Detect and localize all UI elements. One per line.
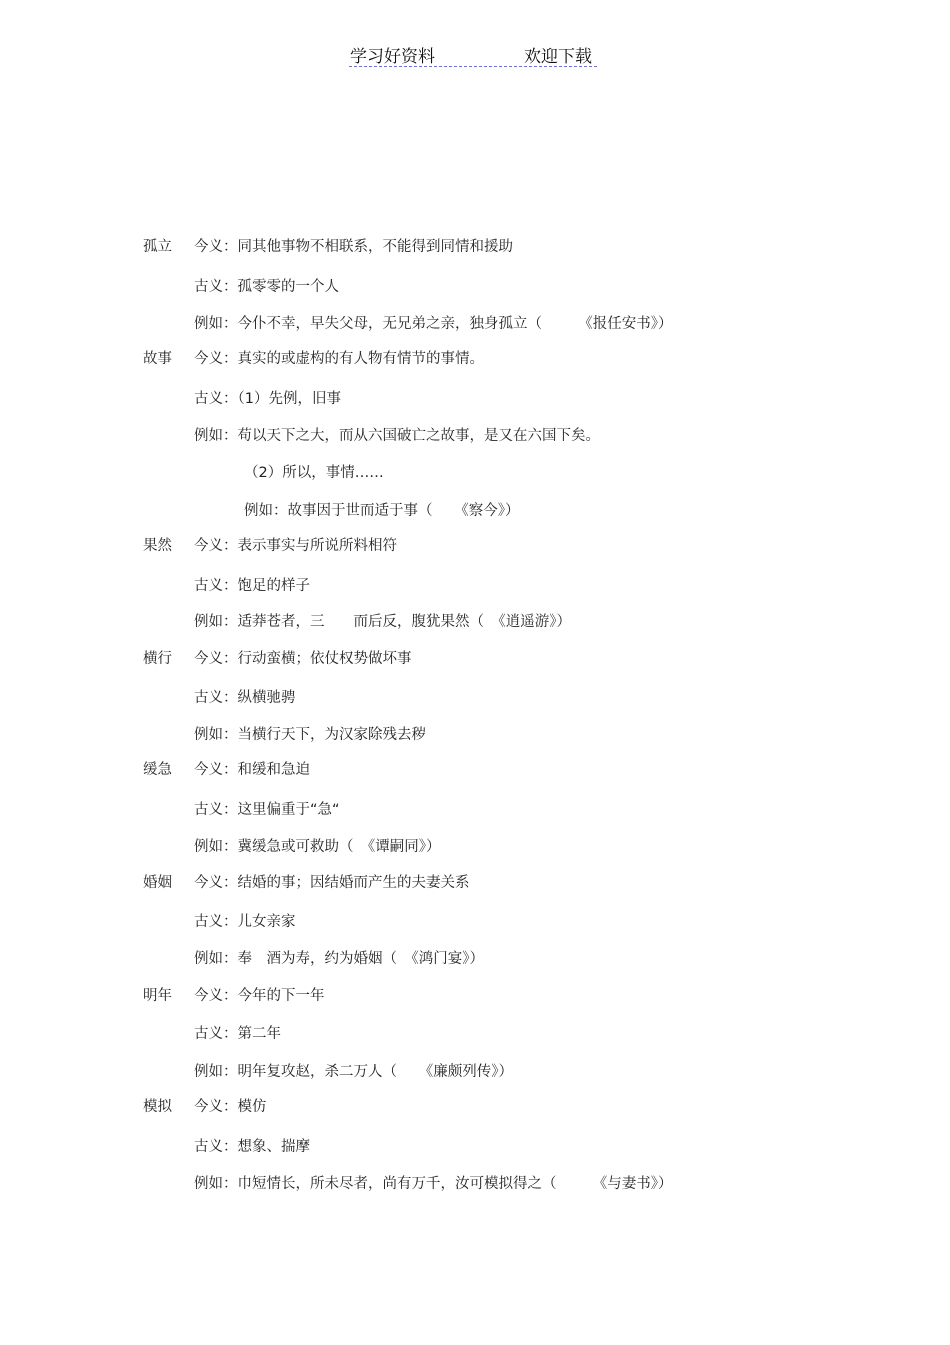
ancient-meaning: 古义：第二年: [194, 1026, 281, 1042]
header-right-text: 欢迎下载: [524, 47, 592, 67]
example-sentence: 例如：苟以天下之大，而从六国破亡之故事，是又在六国下矣。: [194, 428, 600, 444]
term-label: 婚姻: [143, 875, 172, 891]
term-label: 故事: [143, 351, 172, 367]
modern-meaning: 今义：同其他事物不相联系，不能得到同情和援助: [194, 239, 513, 255]
ancient-meaning: 古义：这里偏重于“急“: [194, 802, 340, 818]
ancient-meaning: 古义：饱足的样子: [194, 578, 310, 594]
example-sentence: 例如：巾短情长，所未尽者，尚有万千，汝可模拟得之（ 《与妻书》）: [194, 1176, 673, 1192]
ancient-meaning: 古义：孤零零的一个人: [194, 279, 339, 295]
term-label: 模拟: [143, 1099, 172, 1115]
example-sentence-2: 例如：故事因于世而适于事（ 《察今》）: [244, 503, 520, 519]
term-label: 横行: [143, 651, 172, 667]
modern-meaning: 今义：真实的或虚构的有人物有情节的事情。: [194, 351, 484, 367]
modern-meaning: 今义：今年的下一年: [194, 988, 325, 1004]
ancient-meaning-2: （2）所以，事情……: [244, 465, 384, 481]
example-sentence: 例如：明年复攻赵，杀二万人（ 《廉颇列传》）: [194, 1064, 513, 1080]
example-sentence: 例如：冀缓急或可救助（ 《谭嗣同》）: [194, 839, 441, 855]
term-label: 孤立: [143, 239, 172, 255]
example-sentence: 例如：适莽苍者，三 而后反，腹犹果然（ 《逍遥游》）: [194, 614, 571, 630]
term-label: 缓急: [143, 762, 172, 778]
example-sentence: 例如：奉 酒为寿，约为婚姻（ 《鸿门宴》）: [194, 951, 484, 967]
modern-meaning: 今义：和缓和急迫: [194, 762, 310, 778]
example-sentence: 例如：当横行天下，为汉家除残去秽: [194, 727, 426, 743]
page-header: [349, 40, 597, 67]
ancient-meaning: 古义：想象、揣摩: [194, 1139, 310, 1155]
ancient-meaning: 古义：（1）先例，旧事: [194, 391, 341, 407]
modern-meaning: 今义：行动蛮横；依仗权势做坏事: [194, 651, 412, 667]
term-label: 果然: [143, 538, 172, 554]
ancient-meaning: 古义：纵横驰骋: [194, 690, 296, 706]
example-sentence: 例如：今仆不幸，早失父母，无兄弟之亲，独身孤立（ 《报任安书》）: [194, 316, 673, 332]
modern-meaning: 今义：结婚的事；因结婚而产生的夫妻关系: [194, 875, 470, 891]
ancient-meaning: 古义：儿女亲家: [194, 914, 296, 930]
term-label: 明年: [143, 988, 172, 1004]
modern-meaning: 今义：表示事实与所说所料相符: [194, 538, 397, 554]
modern-meaning: 今义：模仿: [194, 1099, 267, 1115]
header-left-text: 学习好资料: [350, 47, 435, 67]
